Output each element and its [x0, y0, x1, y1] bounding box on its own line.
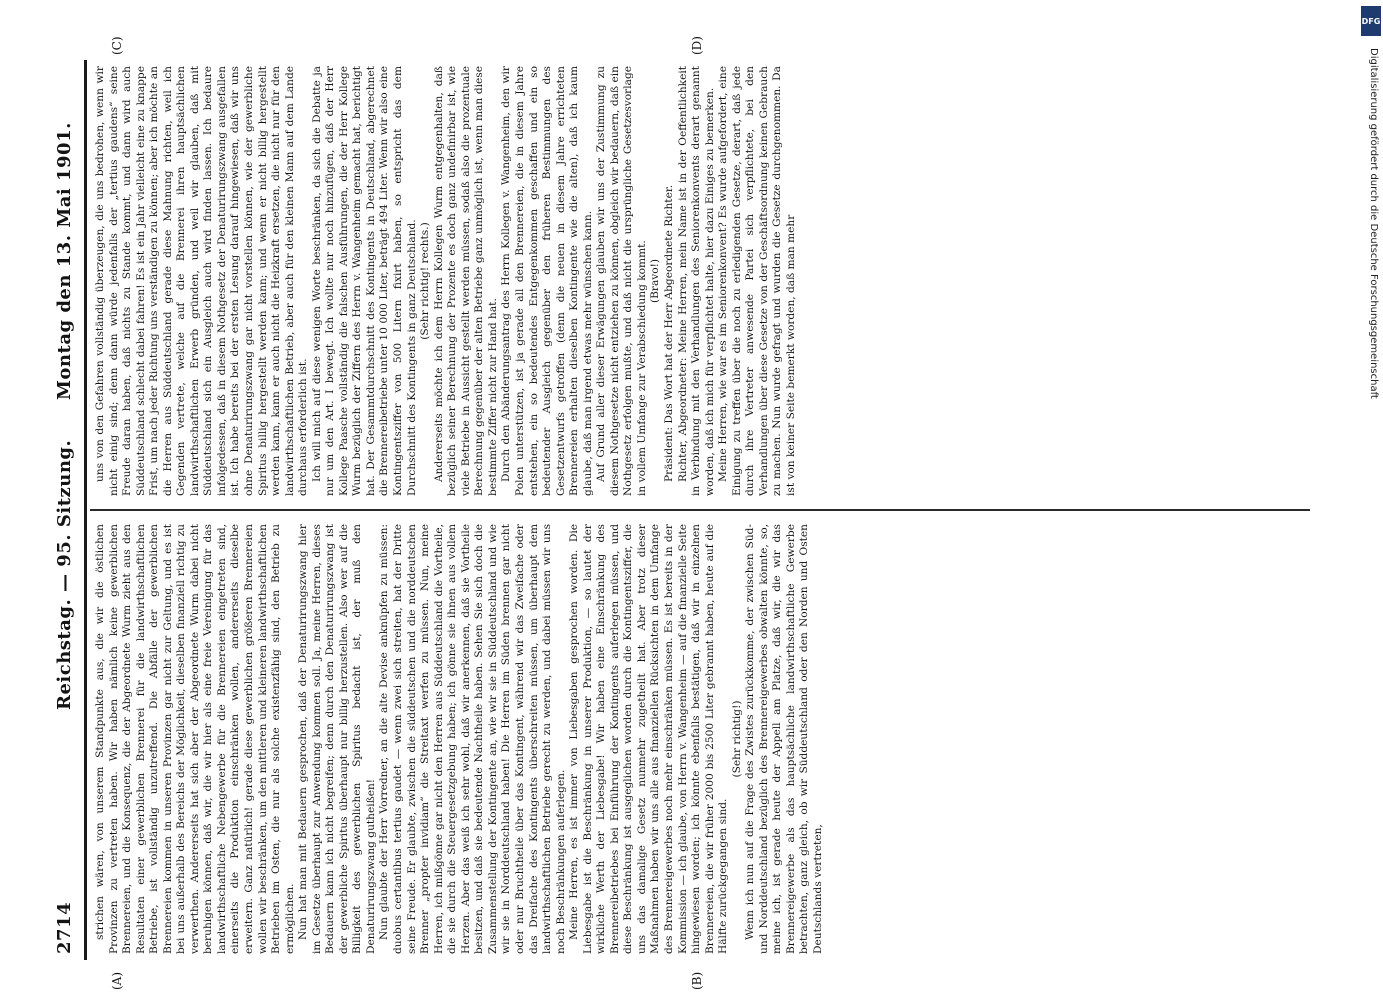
paragraph: Wenn ich nun auf die Frage des Zwistes zurückkomme, der zwischen Süd- und Norddeutschland bezüglich des Brennereigewerbes obwalten könnte, so, meine ich, ist gerade heute der Appell am Platze, daß wir, die wir das Brennereigewerbe als das hauptsächliche landwirthschaftliche Gewerbe betrachten, ganz gleich, ob wir Süddeutschland oder den Norden und Osten Deutschlands vertreten, — [744, 524, 824, 954]
session-title: Reichstag. — 95. Sitzung. — [54, 439, 75, 710]
margin-letter-c: (C) — [110, 36, 124, 55]
dfg-credit: Digitalisierung gefördert durch die Deutsche Forschungsgemeinschaft — [1368, 48, 1379, 399]
page-sheet — [50, 36, 1315, 990]
paragraph: Richter, Abgeordneter: Meine Herren, mein Name ist in der Oeffentlichkeit in Verbindung mit den Verhandlungen des Seniorenkonvents derart genannt worden, daß ich mich für verpflichtet halte, hier dazu Einiges zu bemerken. — [676, 66, 716, 496]
dfg-logo: DFG — [1361, 6, 1381, 36]
paragraph: Durch den Abänderungsantrag des Herrn Kollegen v. Wangenheim, den wir Polen unterstützen, ist ja gerade all den Brennereien, die in diesem Jahre entstehen, ein so bedeutendes Entgegenkommen geschaffen und ein so bedeutender Ausgleich gegenüber den früheren Bestimmungen des Gesetzentwurfs getroffen (denn die neuen in diesem Jahre errichteten Brennereien erhalten dieselben Kontingente wie die alten), daß ich kaum glaube, daß man irgend etwas mehr wünschen kann. — [500, 66, 594, 496]
paragraph: strichen wären, von unserem Standpunkte aus, die wir die östlichen Provinzen zu vertreten haben. Wir haben nämlich keine gewerblichen Brennereien, und die Konsequenz, die der Abgeordnete Wurm zieht aus den Resultaten einer gewerblichen Brennerei für die landwirthschaftlichen Betriebe, ist vollständig unzutreffend. Die Abfälle der gewerblichen Brennereien kommen in unseren Provinzen gar nicht zur Geltung, und es ist bei uns außerhalb des Bereichs der Möglichkeit, dieselben finanziell richtig zu verwerthen. Andererseits hat sich aber der Abgeordnete Wurm dabei nicht beruhigen können, daß wir, die wir hier als eine freie Vereinigung für das landwirthschaftliche Nebengewerbe für die Brennereien eingetreten sind, einerseits die Produktion einschränken wollen, andererseits dieselbe erweitern. Ganz natürlich! gerade diese gewerblichen größeren Brennereien wollen wir beschränken, um den mittleren und kleineren landwirthschaftlichen Betrieben im Osten, die nur als solche existenzfähig sind, den Betrieb zu ermöglichen. — [94, 524, 296, 954]
margin-letter-b: (B) — [690, 971, 704, 990]
paragraph: uns von den Gefahren vollständig überzeugen, die uns bedrohen, wenn wir nicht einig sind; denn dann würde jedenfalls der „tertius gaudens“ seine Freude daran haben, daß nichts zu Stande kommt, und dann wird auch Süddeutschland schlecht dabei fahren! Es ist ein Jahr vielleicht eine zu knappe Frist, um nach jeder Richtung uns verständigen zu können; aber ich möchte an die Herren aus Süddeutschland gerade diese Mahnung richten, weil ich Gegenden vertrete, welche auf die Brennerei ihren hauptsächlichen landwirthschaftlichen Erwerb gründen, und weil wir glauben, daß mit Süddeutschland sich ein Ausgleich auch wird finden lassen. Ich bedaure infolgedessen, daß in diesem Nothgesetz der Denaturirungszwang ausgefallen ist. Ich habe bereits bei der ersten Lesung darauf hingewiesen, daß wir uns ohne Denaturirungszwang gar nicht vorstellen können, wie der gewerbliche Spiritus billig hergestellt werden kann; und wenn er nicht billig hergestellt werden kann, kann er auch nicht die Heizkraft ersetzen, die nicht nur für den landwirthschaftlichen Betrieb, aber auch für den kleinen Mann auf dem Lande durchaus erforderlich ist. — [94, 66, 310, 496]
page-header — [50, 60, 86, 960]
paragraph: Andererseits möchte ich dem Herrn Kollegen Wurm entgegenhalten, daß bezüglich seiner Berechnung der Prozente es doch ganz undefinirbar ist, wie viele Betriebe in Aussicht gestellt werden müssen, sodaß also die prozentuale Berechnung gegenüber der alten Betriebe ganz unmöglich ist, wenn man diese bestimmte Ziffer nicht zur Hand hat. — [432, 66, 499, 496]
paragraph: Präsident: Das Wort hat der Herr Abgeordnete Richter. — [662, 184, 675, 482]
text-column-left — [94, 524, 1309, 954]
paragraph: Nun glaubte der Herr Vorredner, an die alte Devise anknüpfen zu müssen: duobus certantibus tertius gaudet — wenn zwei sich streiten, hat der Dritte seine Freude. Er glaubte, zwischen die süddeutschen und die norddeutschen Brenner „propter invidiam“ die Streitaxt werfen zu müssen. Nun, meine Herren, ich mißgönne gar nicht den Herren aus Süddeutschland die Vortheile, die sie durch die Steuergesetzgebung haben; ich gönne sie ihnen aus vollem Herzen. Aber das weiß ich sehr wohl, daß wir anerkennen, daß sie Vortheile besitzen, und daß sie bedeutende Nachtheile haben. Sehen Sie sich doch die Zusammenstellung der Kontingente an, wie wir sie in Süddeutschland und wie wir sie in Norddeutschland haben! Die Herren im Süden brennen gar nicht oder nur Bruchtheile über das Kontingent, während wir das Zweifache oder das Dreifache des Kontingents überschreiten müssen, um überhaupt dem landwirthschaftlichen Betriebe gerecht zu werden, und dabei müssen wir uns noch Beschränkungen auferlegen. — [378, 524, 567, 954]
paragraph: Auf Grund aller dieser Erwägungen glauben wir uns der Zustimmung zu diesem Nothgesetze nicht entziehen zu können, obgleich wir bedauern, daß ein Nothgesetz erfolgen mußte, und daß nicht die ursprüngliche Gesetzesvorlage in vollem Umfange zur Verabschiedung kommt. — [595, 66, 648, 496]
interjection: (Sehr richtig! rechts.) — [419, 222, 432, 340]
margin-letter-d: (D) — [690, 36, 704, 55]
paragraph: Nun hat man mit Bedauern gesprochen, daß der Denaturirungszwang hier im Gesetze überhaupt zur Anwendung kommen soll. Ja, meine Herren, dieses Bedauern kann ich nicht begreifen; denn durch den Denaturirungszwang ist der gewerbliche Spiritus überhaupt nur billig herzustellen. Also wer auf die Billigkeit des gewerblichen Spiritus bedacht ist, der muß den Denaturirungszwang gutheißen! — [297, 524, 377, 954]
interjection: (Sehr richtig!) — [730, 700, 743, 778]
margin-letter-a: (A) — [110, 971, 124, 990]
paragraph: Meine Herren, es ist immer von Liebesgaben gesprochen worden. Die Liebesgabe ist die Beschränkung in unserer Produktion, — so lautet der wirkliche Werth der Liebesgabe! Wir haben eine Einschränkung des Brennereibetriebes bei Einführung der Kontingents auferlegen müssen, und diese Beschränkung ist ausgeglichen worden durch die Kontingentsziffer, die uns das damalige Gesetz nunmehr zugetheilt hat. Aber trotz dieser Maßnahmen haben wir uns alle aus finanziellen Rücksichten in dem Umfange des Brennereigewerbes noch mehr einschränken müssen. Es ist bereits in der Kommission — ich glaube, von Herrn v. Wangenheim — auf die finanzielle Seite hingewiesen worden; ich könnte ebenfalls bestätigen, daß wir in einzelnen Brennereien, die wir früher 2000 bis 2500 Liter gebrannt haben, heute auf die Hälfte zurückgegangen sind. — [568, 524, 730, 954]
session-date: Montag den 13. Mai 1901. — [54, 122, 75, 400]
paragraph: Meine Herren, wie war es im Seniorenkonvent? Es wurde aufgefordert, eine Einigung zu treffen über die noch zu erledigenden Gesetze, derart, daß jede durch ihre Vertreter anwesende Partei sich verpflichtete, bei den Verhandlungen über diese Gesetze von der Geschäftsordnung keinen Gebrauch zu machen. Nun wurde gefragt und wurden die Gesetze durchgenommen. Da ist von keiner Seite bemerkt worden, daß man mehr — [717, 66, 797, 496]
header-rule — [84, 60, 87, 960]
text-column-right — [94, 66, 1309, 496]
interjection: (Bravo!) — [649, 258, 662, 304]
column-divider — [90, 509, 1310, 511]
paragraph: Ich will mich auf diese wenigen Worte beschränken, da sich die Debatte ja nur um den Art. I bewegt. Ich wollte nur noch hinzufügen, daß der Herr Kollege Paasche vollständig die falschen Ausführungen, die der Herr Kollege Wurm bezüglich der Ziffern des Herrn v. Wangenheim gemacht hat, berichtigt hat. Der Gesammtdurchschnitt des Kontingents in Deutschland, abgerechnet die Brennereibetriebe unter 10 000 Liter, beträgt 494 Liter. Wenn wir also eine Kontingentsziffer von 500 Litern fixirt haben, so entspricht das dem Durchschnitt des Kontingents in ganz Deutschland. — [310, 66, 418, 496]
page-number: 2714 — [54, 901, 75, 954]
